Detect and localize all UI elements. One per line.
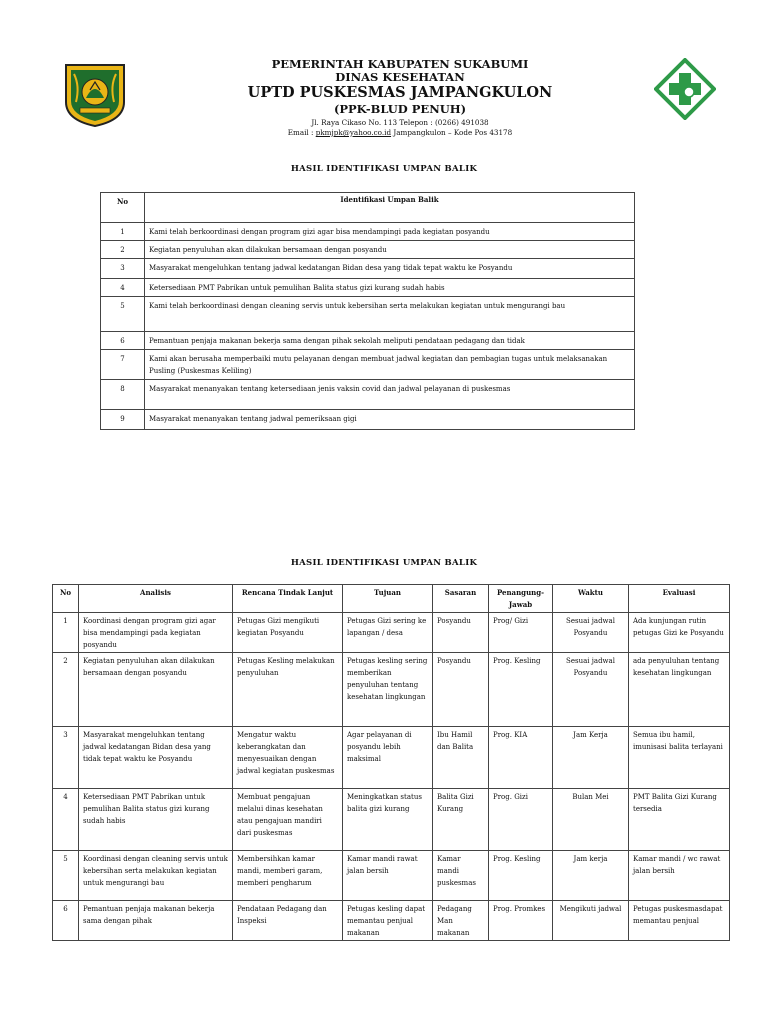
time-cell: Jam Kerja [553,727,629,789]
contact-line: Email : pkmjpk@yahoo.co.id Jampangkulon – Kode Pos 43178 [287,128,513,137]
feedback-analysis-title: HASIL IDENTIFIKASI UMPAN BALIK [290,558,478,568]
target-cell: Kamar mandi puskesmas [433,851,489,901]
time-cell: Bulan Mei [553,789,629,851]
feedback-text: Kami telah berkoordinasi dengan cleaning servis untuk kebersihan serta melakukan kegiatan untuk mengurangi bau [145,297,635,332]
time-cell: Jam kerja [553,851,629,901]
evaluation-cell: Kamar mandi / wc rawat jalan bersih [629,851,730,901]
feedback-text: Kami telah berkoordinasi dengan program gizi agar bisa mendampingi pada kegiatan posyandu [145,223,635,241]
evaluation-cell: Petugas puskesmasdapat memantau penjual [629,901,730,941]
column-header-evaluation: Evaluasi [629,585,730,613]
objective-cell: Petugas Gizi sering ke lapangan / desa [343,613,433,653]
table-row [101,410,635,430]
feedback-identification-table [100,192,635,430]
institution-status: (PPK-BLUD PENUH) [333,102,467,116]
row-number: 4 [53,789,79,851]
table-row [101,223,635,241]
column-header-time: Waktu [553,585,629,613]
government-name: PEMERINTAH KABUPATEN SUKABUMI [271,57,529,71]
row-number: 2 [101,241,145,259]
feedback-text: Kami akan berusaha memperbaiki mutu pelayanan dengan membuat jadwal kegiatan dan pembagian tugas untuk melaksanakan Pusling (Puskesmas Keliling) [145,350,635,380]
table-row [53,653,730,727]
feedback-text: Pemantuan penjaja makanan bekerja sama dengan pihak sekolah meliputi pendataan pedagang dan tidak [145,332,635,350]
row-number: 6 [53,901,79,941]
feedback-text: Kegiatan penyuluhan akan dilakukan bersamaan dengan posyandu [145,241,635,259]
column-header-analysis: Analisis [79,585,233,613]
responsible-cell: Prog. Gizi [489,789,553,851]
table-row [101,259,635,279]
column-header-feedback: Identifikasi Umpan Balik [145,193,635,223]
analysis-cell: Masyarakat mengeluhkan tentang jadwal kedatangan Bidan desa yang tidak tepat waktu ke Posyandu [79,727,233,789]
row-number: 5 [101,297,145,332]
objective-cell: Kamar mandi rawat jalan bersih [343,851,433,901]
feedback-text: Masyarakat menanyakan tentang jadwal pemeriksaan gigi [145,410,635,430]
feedback-analysis-table [52,584,730,941]
feedback-text: Masyarakat mengeluhkan tentang jadwal kedatangan Bidan desa yang tidak tepat waktu ke Posyandu [145,259,635,279]
analysis-cell: Ketersediaan PMT Pabrikan untuk pemulihan Balita status gizi kurang sudah habis [79,789,233,851]
responsible-cell: Prog. KIA [489,727,553,789]
row-number: 3 [101,259,145,279]
column-header-responsible: Penangung-Jawab [489,585,553,613]
row-number: 2 [53,653,79,727]
evaluation-cell: Ada kunjungan rutin petugas Gizi ke Posyandu [629,613,730,653]
action-plan-cell: Mengatur waktu keberangkatan dan menyesuaikan dengan jadwal kegiatan puskesmas [233,727,343,789]
table-row [53,789,730,851]
responsible-cell: Prog. Kesling [489,653,553,727]
institution-name: UPTD PUSKESMAS JAMPANGKULON [247,84,553,101]
objective-cell: Meningkatkan status balita gizi kurang [343,789,433,851]
table-row [53,613,730,653]
row-number: 1 [101,223,145,241]
table-row [101,332,635,350]
evaluation-cell: PMT Balita Gizi Kurang tersedia [629,789,730,851]
table-row [101,380,635,410]
table-row [101,241,635,259]
target-cell: Balita Gizi Kurang [433,789,489,851]
target-cell: Posyandu [433,613,489,653]
row-number: 5 [53,851,79,901]
feedback-identification-title: HASIL IDENTIFIKASI UMPAN BALIK [290,164,478,174]
responsible-cell: Prog/ Gizi [489,613,553,653]
feedback-text: Masyarakat menanyakan tentang ketersediaan jenis vaksin covid dan jadwal pelayanan di puskesmas [145,380,635,410]
analysis-cell: Kegiatan penyuluhan akan dilakukan bersamaan dengan posyandu [79,653,233,727]
row-number: 9 [101,410,145,430]
table-header-row [53,585,730,613]
target-cell: Pedagang Man makanan [433,901,489,941]
row-number: 8 [101,380,145,410]
analysis-cell: Pemantuan penjaja makanan bekerja sama dengan pihak [79,901,233,941]
column-header-action-plan: Rencana Tindak Lanjut [233,585,343,613]
responsible-cell: Prog. Kesling [489,851,553,901]
evaluation-cell: Semua ibu hamil, imunisasi balita terlayani [629,727,730,789]
table-row [101,279,635,297]
objective-cell: Agar pelayanan di posyandu lebih maksimal [343,727,433,789]
time-cell: Sesuai jadwal Posyandu [553,613,629,653]
email-link[interactable]: pkmjpk@yahoo.co.id [315,128,392,137]
analysis-cell: Koordinasi dengan cleaning servis untuk kebersihan serta melakukan kegiatan untuk mengurangi bau [79,851,233,901]
department-name: DINAS KESEHATAN [335,70,465,84]
action-plan-cell: Membuat pengajuan melalui dinas kesehatan atau pengajuan mandiri dari puskesmas [233,789,343,851]
table-row [53,851,730,901]
feedback-text: Ketersediaan PMT Pabrikan untuk pemulihan Balita status gizi kurang sudah habis [145,279,635,297]
puskesmas-cross-icon [654,58,716,120]
letterhead [150,58,650,138]
table-row [53,901,730,941]
objective-cell: Petugas kesling sering memberikan penyuluhan tentang kesehatan lingkungan [343,653,433,727]
table-row [101,297,635,332]
table-header-row [101,193,635,223]
table-row [53,727,730,789]
action-plan-cell: Membersihkan kamar mandi, memberi garam, memberi pengharum [233,851,343,901]
row-number: 1 [53,613,79,653]
address-line: Jl. Raya Cikaso No. 113 Telepon : (0266) 491038 [311,118,489,127]
time-cell: Mengikuti jadwal [553,901,629,941]
column-header-no: No [53,585,79,613]
row-number: 6 [101,332,145,350]
column-header-target: Sasaran [433,585,489,613]
target-cell: Ibu Hamil dan Balita [433,727,489,789]
objective-cell: Petugas kesling dapat memantau penjual makanan [343,901,433,941]
action-plan-cell: Petugas Gizi mengikuti kegiatan Posyandu [233,613,343,653]
evaluation-cell: ada penyuluhan tentang kesehatan lingkungan [629,653,730,727]
column-header-objective: Tujuan [343,585,433,613]
row-number: 4 [101,279,145,297]
action-plan-cell: Petugas Kesling melakukan penyuluhan [233,653,343,727]
responsible-cell: Prog. Promkes [489,901,553,941]
analysis-cell: Koordinasi dengan program gizi agar bisa mendampingi pada kegiatan posyandu [79,613,233,653]
kabupaten-sukabumi-emblem-icon [64,62,126,128]
action-plan-cell: Pendataan Pedagang dan Inspeksi [233,901,343,941]
column-header-no: No [101,193,145,223]
row-number: 3 [53,727,79,789]
row-number: 7 [101,350,145,380]
table-row [101,350,635,380]
time-cell: Sesuai jadwal Posyandu [553,653,629,727]
target-cell: Posyandu [433,653,489,727]
